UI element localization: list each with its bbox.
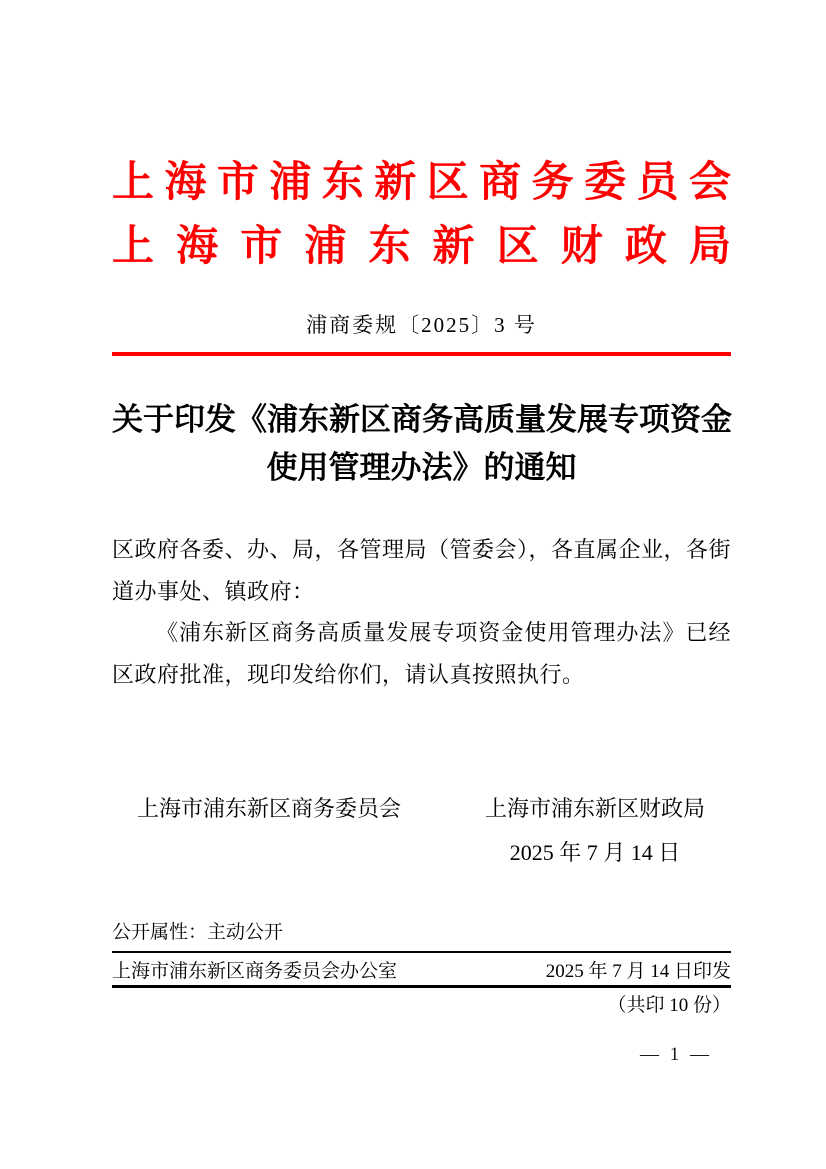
signature-finance-block [485,795,705,867]
print-date: 2025 年 7 月 14 日印发 [545,960,731,982]
issuing-office: 上海市浦东新区商务委员会办公室 [112,960,398,982]
page-number: — 1 — [640,1044,712,1065]
signature-finance-bureau: 上海市浦东新区财政局 [484,796,705,821]
signature-commerce-committee: 上海市浦东新区商务委员会 [137,796,402,821]
signature-date: 2025 年 7 月 14 日 [509,840,681,865]
footer-rule-bottom [112,985,731,988]
signature-block [112,795,731,867]
print-info-row [112,953,731,985]
copies-count: （共印 10 份） [607,995,731,1016]
document-title [112,396,731,492]
document-number: 浦商委规〔2025〕3 号 [306,313,537,337]
document-footer [112,918,731,1019]
notice-paragraph: 《浦东新区商务高质量发展专项资金使用管理办法》已经区政府批准，现印发给你们，请认真按照执行。 [112,620,731,687]
red-divider-rule [112,352,731,356]
issuing-agency-commerce-committee: 上 海 市 浦 东 新 区 商 务 委 员 会 [112,160,731,206]
title-line-2: 使用管理办法》的通知 [266,450,577,485]
document-body [112,529,731,695]
recipients-paragraph: 区政府各委、办、局，各管理局（管委会），各直属企业，各街道办事处、镇政府： [112,537,732,604]
issuing-agency-finance-bureau: 上 海 市 浦 东 新 区 财 政 局 [112,224,731,270]
title-line-1: 关于印发《浦东新区商务高质量发展专项资金 [112,402,732,437]
openness-attribute: 公开属性：主动公开 [112,922,284,943]
